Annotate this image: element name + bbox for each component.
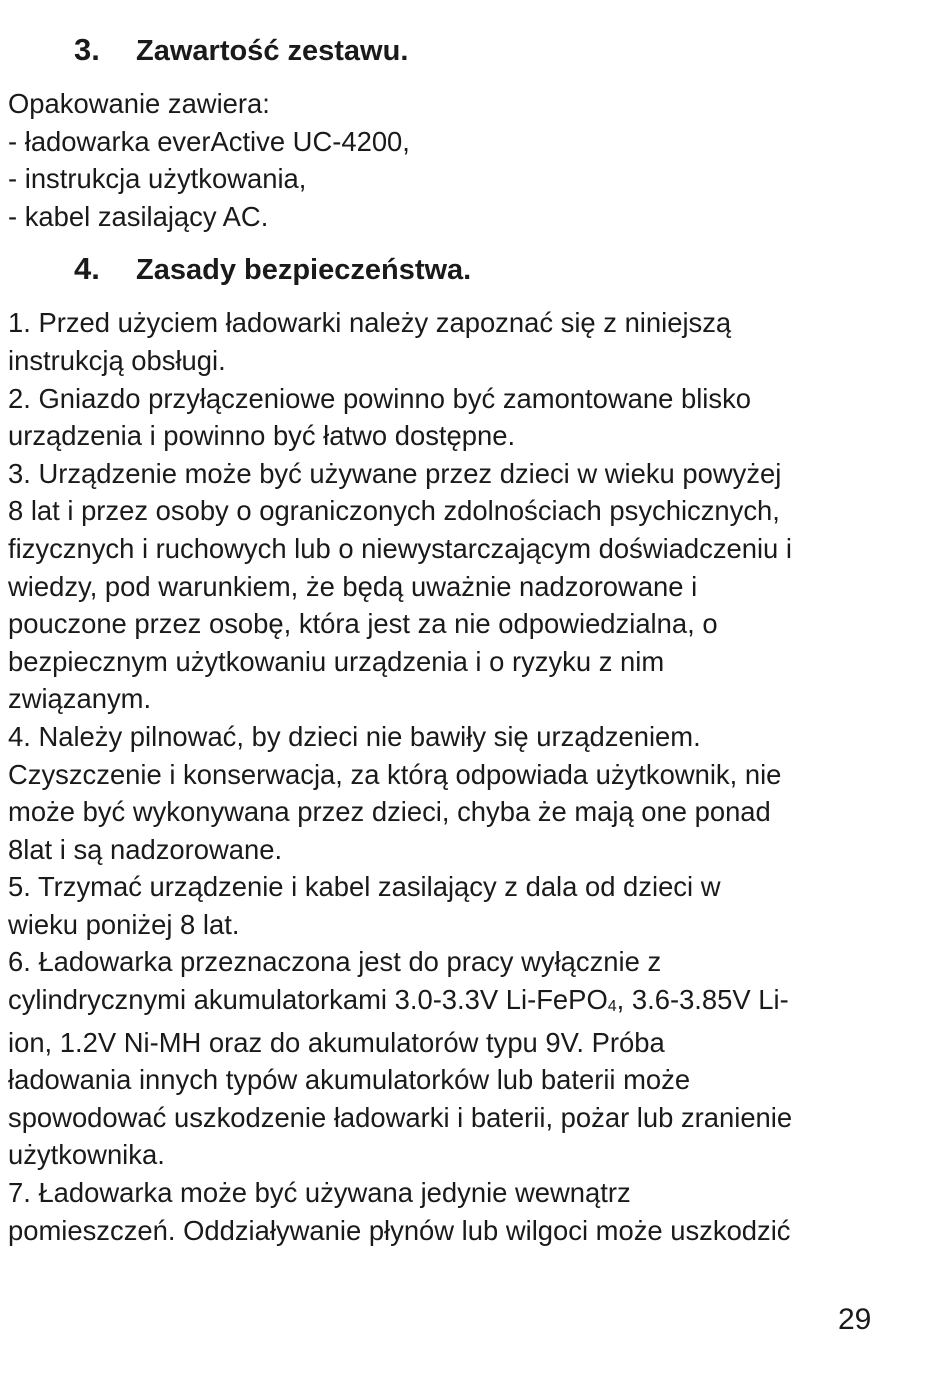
text-line: użytkownika. — [8, 1139, 165, 1171]
list-item: - ładowarka everActive UC-4200, — [8, 125, 410, 157]
text-line: wiedzy, pod warunkiem, że będą uważnie nadzorowane i — [8, 570, 698, 602]
document-page — [8, 30, 948, 1249]
text-line: 8lat i są nadzorowane. — [8, 833, 283, 865]
text-line: 5. Trzymać urządzenie i kabel zasilający z dala od dzieci w — [8, 871, 721, 903]
text-line: 6. Ładowarka przeznaczona jest do pracy wyłącznie z — [8, 946, 662, 978]
text-line: instrukcją obsługi. — [8, 344, 226, 376]
section-number: 3. — [74, 32, 100, 67]
text-line: urządzenia i powinno być łatwo dostępne. — [8, 420, 516, 452]
section-title: Zasady bezpieczeństwa. — [136, 254, 472, 287]
text-line: pomieszczeń. Oddziaływanie płynów lub wilgoci może uszkodzić — [8, 1214, 791, 1246]
section-heading-contents — [8, 30, 948, 71]
text-line: wieku poniżej 8 lat. — [8, 908, 240, 940]
text-line: ion, 1.2V Ni-MH oraz do akumulatorów typu 9V. Próba — [8, 1026, 665, 1058]
text-line-fepo — [8, 981, 948, 1024]
list-item: - instrukcja użytkowania, — [8, 163, 307, 195]
fepo-subscript: 4 — [607, 998, 617, 1016]
text-line: fizycznych i ruchowych lub o niewystarczającym doświadczeniu i — [8, 532, 792, 564]
fepo-text-before: cylindrycznymi akumulatorkami 3.0-3.3V Li-FePO — [8, 984, 608, 1016]
text-line: związanym. — [8, 683, 152, 715]
text-line: 1. Przed użyciem ładowarki należy zapoznać się z niniejszą — [8, 307, 732, 339]
list-item: - kabel zasilający AC. — [8, 200, 269, 232]
safety-rules — [8, 304, 948, 1249]
section-heading-safety — [8, 249, 948, 290]
text-line: pouczone przez osobę, która jest za nie odpowiedzialna, o — [8, 608, 718, 640]
text-line: 3. Urządzenie może być używane przez dzieci w wieku powyżej — [8, 457, 782, 489]
text-line: Czyszczenie i konserwacja, za którą odpowiada użytkownik, nie — [8, 758, 782, 790]
spacer — [8, 235, 948, 249]
fepo-text-after: , 3.6-3.85V Li- — [616, 984, 789, 1016]
text-line: 2. Gniazdo przyłączeniowe powinno być zamontowane blisko — [8, 382, 751, 414]
section-number: 4. — [74, 251, 100, 287]
contents-intro: Opakowanie zawiera: — [8, 88, 270, 119]
text-line: 7. Ładowarka może być używana jedynie wewnątrz — [8, 1177, 631, 1209]
page-number: 29 — [838, 1303, 872, 1336]
text-line: 4. Należy pilnować, by dzieci nie bawiły się urządzeniem. — [8, 720, 701, 752]
text-line: 8 lat i przez osoby o ograniczonych zdolnościach psychicznych, — [8, 495, 780, 527]
text-line: bezpiecznym użytkowaniu urządzenia i o ryzyku z nim — [8, 645, 665, 677]
text-line: spowodować uszkodzenie ładowarki i baterii, pożar lub zranienie — [8, 1101, 793, 1133]
text-line: może być wykonywana przez dzieci, chyba że mają one ponad — [8, 796, 771, 828]
section-title: Zawartość zestawu. — [136, 35, 409, 67]
text-line: ładowania innych typów akumulatorków lub baterii może — [8, 1064, 691, 1096]
package-contents — [8, 85, 948, 235]
